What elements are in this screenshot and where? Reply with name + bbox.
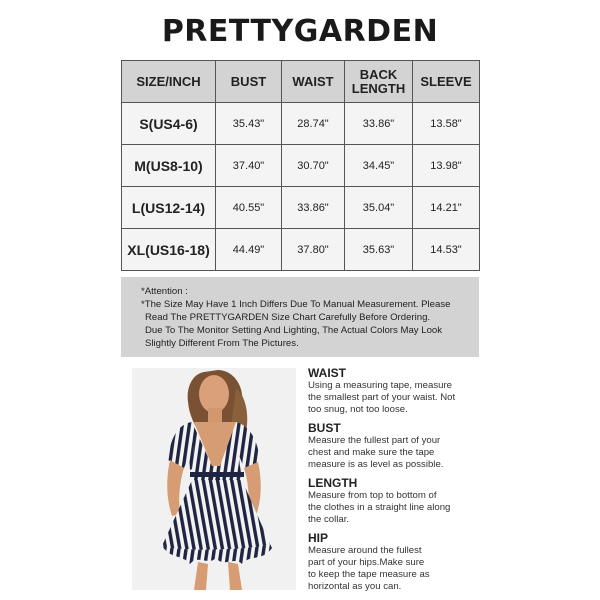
header-waist: WAIST — [282, 61, 345, 103]
measure-title: BUST — [308, 421, 341, 435]
cell-bust: 35.43" — [216, 103, 282, 145]
cell-bust: 37.40" — [216, 145, 282, 187]
cell-back-length: 33.86" — [345, 103, 413, 145]
cell-back-length: 34.45" — [345, 145, 413, 187]
cell-back-length: 35.04" — [345, 187, 413, 229]
attention-line: Due To The Monitor Setting And Lighting, The Actual Colors May Look — [145, 325, 443, 336]
measure-line: too snug, not too loose. — [308, 404, 408, 415]
brand-title: PRETTYGARDEN — [161, 14, 439, 49]
header-back-length: BACK LENGTH — [345, 61, 413, 103]
model-photo — [132, 368, 296, 590]
measure-line: horizontal as you can. — [308, 581, 402, 592]
measure-title: HIP — [308, 531, 329, 545]
attention-note — [121, 277, 479, 357]
measure-line: measure is as level as possible. — [308, 459, 444, 470]
measure-line: part of your hips.Make sure — [308, 557, 425, 568]
measure-line: chest and make sure the tape — [308, 447, 435, 458]
cell-size: S(US4-6) — [122, 103, 216, 145]
measure-line: Measure the fullest part of your — [308, 435, 441, 446]
measure-line: the collar. — [308, 514, 350, 525]
measurement-guide — [308, 366, 480, 598]
cell-size: L(US12-14) — [122, 187, 216, 229]
size-chart-page — [116, 0, 484, 600]
measure-line: Using a measuring tape, measure — [308, 380, 452, 391]
cell-waist: 28.74" — [282, 103, 345, 145]
cell-bust: 44.49" — [216, 229, 282, 271]
measure-line: the clothes in a straight line along — [308, 502, 451, 513]
table-row — [122, 145, 480, 187]
attention-title: *Attention : — [141, 286, 188, 297]
measure-length — [308, 476, 480, 526]
attention-line: Read The PRETTYGARDEN Size Chart Carefully Before Ordering. — [145, 312, 431, 323]
cell-size: M(US8-10) — [122, 145, 216, 187]
cell-bust: 40.55" — [216, 187, 282, 229]
header-sleeve: SLEEVE — [413, 61, 480, 103]
cell-waist: 37.80" — [282, 229, 345, 271]
attention-line: Slightly Different From The Pictures. — [145, 338, 299, 349]
cell-sleeve: 13.58" — [413, 103, 480, 145]
attention-line: *The Size May Have 1 Inch Differs Due To Manual Measurement. Please — [141, 299, 451, 310]
cell-waist: 33.86" — [282, 187, 345, 229]
header-size: SIZE/INCH — [122, 61, 216, 103]
measure-hip — [308, 531, 480, 593]
measure-line: the smallest part of your waist. Not — [308, 392, 456, 403]
measure-title: LENGTH — [308, 476, 358, 490]
header-bust: BUST — [216, 61, 282, 103]
cell-sleeve: 13.98" — [413, 145, 480, 187]
table-row — [122, 229, 480, 271]
cell-sleeve: 14.53" — [413, 229, 480, 271]
cell-back-length: 35.63" — [345, 229, 413, 271]
table-header-row — [122, 61, 480, 103]
cell-size: XL(US16-18) — [122, 229, 216, 271]
table-row — [122, 103, 480, 145]
measure-waist — [308, 366, 480, 416]
size-table — [121, 60, 480, 271]
cell-waist: 30.70" — [282, 145, 345, 187]
measure-title: WAIST — [308, 366, 346, 380]
measure-line: Measure around the fullest — [308, 545, 422, 556]
measure-line: to keep the tape measure as — [308, 569, 430, 580]
cell-sleeve: 14.21" — [413, 187, 480, 229]
measure-bust — [308, 421, 480, 471]
table-row — [122, 187, 480, 229]
measure-line: Measure from top to bottom of — [308, 490, 437, 501]
